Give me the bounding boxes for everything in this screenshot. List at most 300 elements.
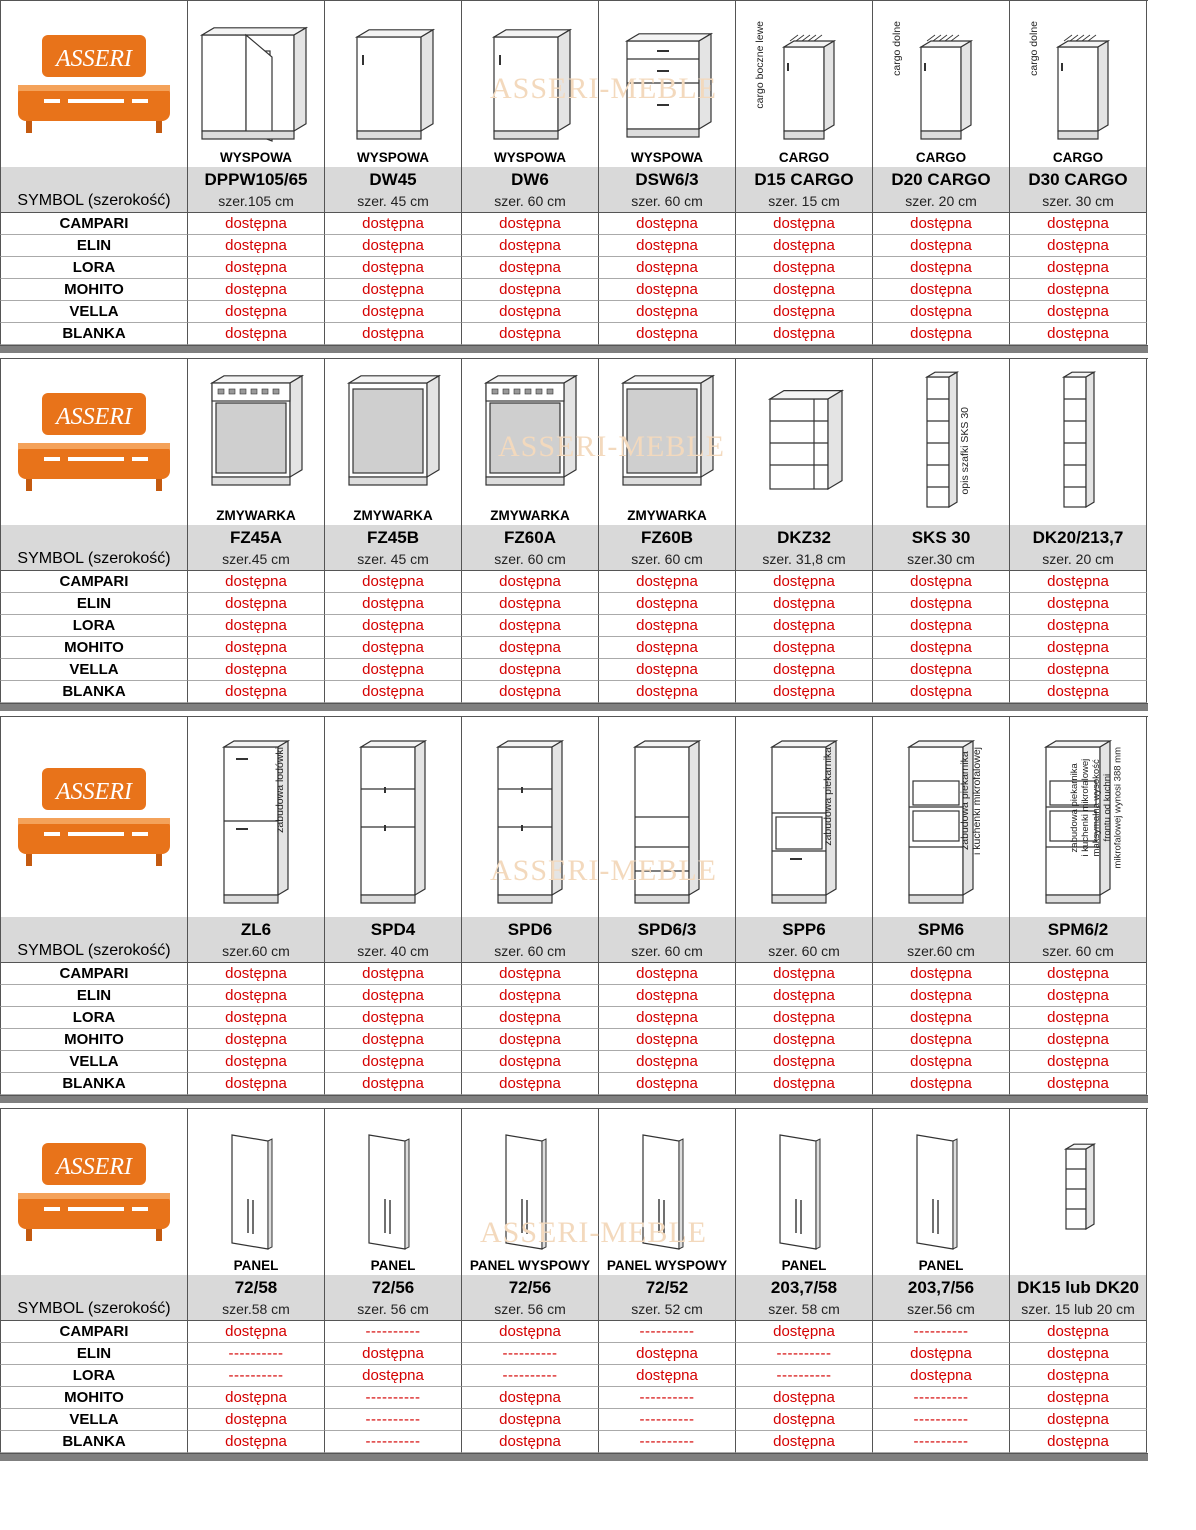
availability-available: dostępna [736,1007,873,1029]
product-symbol: 72/56 [462,1275,599,1298]
availability-available: dostępna [736,323,873,345]
availability-unavailable: ---------- [736,1365,873,1387]
product-image-cell [599,359,736,525]
product-image-cell [1010,1,1147,167]
product-symbol: 72/56 [325,1275,462,1298]
product-image-cell [599,717,736,917]
availability-available: dostępna [736,235,873,257]
symbol-label: SYMBOL (szerokość) [0,548,188,571]
product-symbol: DKZ32 [736,525,873,548]
availability-available: dostępna [462,659,599,681]
product-note: cargo dolne [891,21,903,76]
variant-name: CAMPARI [0,1321,188,1343]
product-symbol: SPD4 [325,917,462,940]
availability-available: dostępna [1010,681,1147,703]
availability-available: dostępna [462,1321,599,1343]
product-image-cell [873,1,1010,167]
availability-available: dostępna [599,659,736,681]
product-note: zabudowa lodówki [274,747,286,833]
product-symbol: 203,7/56 [873,1275,1010,1298]
product-category: WYSPOWA [630,150,703,165]
availability-available: dostępna [188,615,325,637]
availability-available: dostępna [599,279,736,301]
base-cabinet-icon [462,1,598,149]
product-note: zabudowa piekarnika i kuchenki mikrofalowej [959,747,984,855]
corner-base-cabinet-icon [188,1,324,149]
variant-row [0,1387,1148,1409]
product-category: PANEL WYSPOWY [606,1258,728,1273]
product-image-row [0,358,1148,525]
symbol-header-row [0,1275,1148,1298]
availability-available: dostępna [325,213,462,235]
availability-available: dostępna [188,571,325,593]
product-image-cell [873,1109,1010,1275]
availability-available: dostępna [736,985,873,1007]
variant-name: ELIN [0,985,188,1007]
availability-available: dostępna [188,323,325,345]
availability-available: dostępna [188,1051,325,1073]
availability-available: dostępna [736,1387,873,1409]
symbol-label: SYMBOL (szerokość) [0,190,188,213]
product-image-row [0,0,1148,167]
variant-row [0,963,1148,985]
section-separator [0,1095,1148,1103]
availability-unavailable: ---------- [873,1321,1010,1343]
product-note: cargo dolne [1028,21,1040,76]
availability-available: dostępna [188,985,325,1007]
drawer-cabinet-icon [599,1,735,149]
product-symbol: 203,7/58 [736,1275,873,1298]
tall-cabinet-icon [325,717,461,915]
availability-available: dostępna [736,571,873,593]
availability-available: dostępna [599,1343,736,1365]
availability-available: dostępna [873,985,1010,1007]
availability-available: dostępna [325,659,462,681]
availability-available: dostępna [1010,1007,1147,1029]
product-category: WYSPOWA [493,150,566,165]
tall-cabinet-icon [462,717,598,915]
product-width: szer. 52 cm [599,1298,736,1321]
product-symbol: 72/52 [599,1275,736,1298]
product-image-cell [188,1109,325,1275]
availability-available: dostępna [462,257,599,279]
availability-available: dostępna [325,257,462,279]
availability-available: dostępna [873,1007,1010,1029]
availability-available: dostępna [599,985,736,1007]
availability-available: dostępna [1010,1073,1147,1095]
product-width: szer. 60 cm [462,190,599,213]
oven-tall-cabinet-icon [736,717,872,915]
catalog-section [0,1108,1148,1461]
logo-cell [0,1109,188,1275]
symbol-header-row [0,167,1148,190]
availability-available: dostępna [1010,1409,1147,1431]
availability-available: dostępna [599,1073,736,1095]
product-width: szer. 15 cm [736,190,873,213]
product-image-cell [188,717,325,917]
open-shelf-unit-icon [736,359,872,523]
availability-available: dostępna [1010,323,1147,345]
availability-available: dostępna [873,681,1010,703]
availability-available: dostępna [599,637,736,659]
availability-available: dostępna [1010,1321,1147,1343]
availability-unavailable: ---------- [188,1343,325,1365]
product-image-cell [462,1109,599,1275]
availability-available: dostępna [188,1007,325,1029]
variant-row [0,1007,1148,1029]
variant-row [0,279,1148,301]
availability-available: dostępna [462,1007,599,1029]
availability-available: dostępna [736,593,873,615]
product-image-cell [736,359,873,525]
availability-available: dostępna [736,213,873,235]
panel-icon [873,1109,1009,1257]
availability-available: dostępna [1010,637,1147,659]
availability-available: dostępna [188,593,325,615]
product-category: PANEL [781,1258,827,1273]
symbol-header-row [0,525,1148,548]
variant-row [0,659,1148,681]
width-header-row [0,190,1148,213]
availability-available: dostępna [873,257,1010,279]
variant-row [0,1409,1148,1431]
asseri-logo [14,29,174,139]
catalog-section [0,358,1148,716]
availability-available: dostępna [462,1409,599,1431]
variant-name: ELIN [0,593,188,615]
availability-available: dostępna [188,279,325,301]
availability-available: dostępna [736,659,873,681]
header-corner [0,525,188,548]
availability-available: dostępna [599,963,736,985]
variant-name: VELLA [0,1409,188,1431]
variant-name: ELIN [0,1343,188,1365]
catalog-section [0,0,1148,358]
availability-available: dostępna [325,323,462,345]
variant-name: BLANKA [0,1073,188,1095]
width-header-row [0,940,1148,963]
availability-available: dostępna [1010,963,1147,985]
availability-available: dostępna [462,235,599,257]
variant-row [0,1431,1148,1453]
product-width: szer.60 cm [873,940,1010,963]
fridge-tall-cabinet-icon [188,717,324,915]
product-width: szer. 40 cm [325,940,462,963]
availability-available: dostępna [873,301,1010,323]
availability-available: dostępna [325,1073,462,1095]
availability-unavailable: ---------- [599,1409,736,1431]
product-symbol: DK15 lub DK20 [1010,1275,1147,1298]
availability-available: dostępna [325,615,462,637]
variant-row [0,213,1148,235]
availability-unavailable: ---------- [873,1387,1010,1409]
product-symbol: SPD6 [462,917,599,940]
availability-available: dostępna [188,681,325,703]
availability-available: dostępna [736,279,873,301]
availability-available: dostępna [462,681,599,703]
product-image-cell [462,1,599,167]
availability-available: dostępna [325,1365,462,1387]
availability-available: dostępna [1010,1365,1147,1387]
variant-name: LORA [0,1365,188,1387]
logo-cell [0,1,188,167]
availability-available: dostępna [462,1051,599,1073]
availability-available: dostępna [325,1343,462,1365]
product-image-row [0,716,1148,917]
product-symbol: ZL6 [188,917,325,940]
product-note: opis szafki SKS 30 [959,407,971,495]
product-category: CARGO [778,150,830,165]
availability-available: dostępna [1010,1387,1147,1409]
catalog-section [0,716,1148,1108]
product-image-cell [736,1,873,167]
product-category: PANEL [918,1258,964,1273]
availability-unavailable: ---------- [462,1365,599,1387]
watermark: ASSERI-MEBLE [490,72,718,105]
product-category: PANEL [233,1258,279,1273]
dishwasher-panel-icon [325,359,461,507]
section-separator [0,345,1148,353]
header-corner [0,167,188,190]
asseri-logo [14,762,174,872]
symbol-label: SYMBOL (szerokość) [0,1298,188,1321]
availability-available: dostępna [599,257,736,279]
product-width: szer. 20 cm [1010,548,1147,571]
svg-text:ASSERI: ASSERI [56,1154,132,1180]
variant-name: MOHITO [0,1029,188,1051]
availability-available: dostępna [599,213,736,235]
product-image-cell [873,717,1010,917]
product-width: szer.60 cm [188,940,325,963]
product-symbol: D15 CARGO [736,167,873,190]
svg-text:ASSERI: ASSERI [56,46,132,72]
availability-available: dostępna [325,279,462,301]
product-category: ZMYWARKA [627,508,707,523]
availability-available: dostępna [188,659,325,681]
product-symbol: FZ60A [462,525,599,548]
availability-available: dostępna [188,1409,325,1431]
availability-available: dostępna [1010,985,1147,1007]
dishwasher-panel-icon [599,359,735,507]
variant-name: ELIN [0,235,188,257]
availability-available: dostępna [736,963,873,985]
availability-available: dostępna [462,213,599,235]
availability-unavailable: ---------- [462,1343,599,1365]
product-symbol: FZ45A [188,525,325,548]
availability-available: dostępna [1010,615,1147,637]
availability-available: dostępna [325,301,462,323]
availability-unavailable: ---------- [736,1343,873,1365]
availability-unavailable: ---------- [325,1431,462,1453]
product-width: szer. 60 cm [736,940,873,963]
panel-icon [325,1109,461,1257]
availability-available: dostępna [873,235,1010,257]
product-category: PANEL WYSPOWY [469,1258,591,1273]
availability-available: dostępna [1010,1343,1147,1365]
availability-available: dostępna [1010,593,1147,615]
product-image-cell [736,1109,873,1275]
availability-available: dostępna [188,1029,325,1051]
panel-icon [736,1109,872,1257]
variant-name: MOHITO [0,637,188,659]
watermark: ASSERI-MEBLE [480,1216,708,1249]
availability-available: dostępna [873,213,1010,235]
product-image-cell [1010,1109,1147,1275]
product-image-cell [736,717,873,917]
availability-available: dostępna [188,1431,325,1453]
product-width: szer. 56 cm [325,1298,462,1321]
product-width: szer. 45 cm [325,190,462,213]
panel-icon [462,1109,598,1257]
tall-shelf-unit-icon [873,359,1009,523]
availability-available: dostępna [188,213,325,235]
width-header-row [0,1298,1148,1321]
variant-row [0,257,1148,279]
product-category: CARGO [915,150,967,165]
availability-available: dostępna [462,571,599,593]
product-symbol: D30 CARGO [1010,167,1147,190]
product-image-cell [325,717,462,917]
availability-available: dostępna [325,235,462,257]
product-image-row [0,1108,1148,1275]
product-image-cell [873,359,1010,525]
availability-available: dostępna [599,1365,736,1387]
availability-available: dostępna [1010,257,1147,279]
variant-row [0,1343,1148,1365]
availability-available: dostępna [462,1073,599,1095]
availability-unavailable: ---------- [325,1409,462,1431]
availability-unavailable: ---------- [188,1365,325,1387]
variant-row [0,1051,1148,1073]
product-category: WYSPOWA [219,150,292,165]
product-width: szer.56 cm [873,1298,1010,1321]
variant-row [0,323,1148,345]
product-width: szer. 15 lub 20 cm [1010,1298,1147,1321]
availability-available: dostępna [188,1073,325,1095]
availability-available: dostępna [1010,571,1147,593]
availability-unavailable: ---------- [599,1321,736,1343]
availability-available: dostępna [599,681,736,703]
product-image-cell [599,1109,736,1275]
symbol-label: SYMBOL (szerokość) [0,940,188,963]
logo-cell [0,717,188,917]
product-symbol: FZ45B [325,525,462,548]
watermark: ASSERI-MEBLE [498,430,726,463]
product-category: ZMYWARKA [353,508,433,523]
product-image-cell [188,1,325,167]
product-category: CARGO [1052,150,1104,165]
availability-available: dostępna [462,323,599,345]
panel-icon [599,1109,735,1257]
variant-name: LORA [0,615,188,637]
product-category: PANEL [370,1258,416,1273]
product-image-cell [1010,359,1147,525]
variant-row [0,637,1148,659]
availability-available: dostępna [325,1007,462,1029]
variant-row [0,301,1148,323]
availability-available: dostępna [325,593,462,615]
variant-row [0,1321,1148,1343]
variant-name: MOHITO [0,279,188,301]
product-width: szer.58 cm [188,1298,325,1321]
product-symbol: DW6 [462,167,599,190]
product-note: zabudowa piekarnika i kuchenki mikrofalowej maksymalna wysokość frontu od kuchni mikrofalowej wynosi 388 mm [1069,747,1124,869]
product-symbol: FZ60B [599,525,736,548]
header-corner [0,1275,188,1298]
product-symbol: DSW6/3 [599,167,736,190]
availability-available: dostępna [325,963,462,985]
product-note: zabudowa piekarnika [822,747,834,846]
section-separator [0,1453,1148,1461]
availability-available: dostępna [873,637,1010,659]
product-width: szer. 56 cm [462,1298,599,1321]
product-width: szer.105 cm [188,190,325,213]
variant-name: MOHITO [0,1387,188,1409]
availability-available: dostępna [1010,1029,1147,1051]
asseri-logo [14,387,174,497]
availability-available: dostępna [736,1409,873,1431]
availability-available: dostępna [325,1029,462,1051]
base-cabinet-icon [325,1,461,149]
tall-drawer-cabinet-icon [599,717,735,915]
availability-unavailable: ---------- [325,1321,462,1343]
product-symbol: DPPW105/65 [188,167,325,190]
product-width: szer. 60 cm [599,190,736,213]
availability-available: dostępna [736,1431,873,1453]
product-symbol: SPM6 [873,917,1010,940]
availability-available: dostępna [873,1365,1010,1387]
product-symbol: DK20/213,7 [1010,525,1147,548]
availability-available: dostępna [462,301,599,323]
availability-available: dostępna [736,1073,873,1095]
availability-available: dostępna [188,301,325,323]
variant-name: CAMPARI [0,571,188,593]
availability-available: dostępna [325,1051,462,1073]
availability-available: dostępna [1010,301,1147,323]
availability-available: dostępna [736,1321,873,1343]
dishwasher-front-icon [188,359,324,507]
product-image-cell [325,1,462,167]
variant-row [0,1365,1148,1387]
product-image-cell [325,1109,462,1275]
availability-available: dostępna [1010,659,1147,681]
product-width: szer. 58 cm [736,1298,873,1321]
variant-row [0,1073,1148,1095]
asseri-logo [14,1137,174,1247]
availability-unavailable: ---------- [873,1409,1010,1431]
availability-available: dostępna [1010,235,1147,257]
availability-available: dostępna [873,659,1010,681]
variant-name: BLANKA [0,681,188,703]
product-image-cell [462,359,599,525]
availability-available: dostępna [873,279,1010,301]
product-symbol: SPM6/2 [1010,917,1147,940]
availability-available: dostępna [462,637,599,659]
availability-available: dostępna [736,257,873,279]
product-image-cell [599,1,736,167]
variant-row [0,1029,1148,1051]
availability-available: dostępna [1010,1051,1147,1073]
product-symbol: SPD6/3 [599,917,736,940]
product-symbol: SPP6 [736,917,873,940]
svg-text:ASSERI: ASSERI [56,779,132,805]
availability-unavailable: ---------- [873,1431,1010,1453]
availability-available: dostępna [462,985,599,1007]
availability-available: dostępna [873,1343,1010,1365]
availability-available: dostępna [599,323,736,345]
symbol-header-row [0,917,1148,940]
product-symbol: DW45 [325,167,462,190]
